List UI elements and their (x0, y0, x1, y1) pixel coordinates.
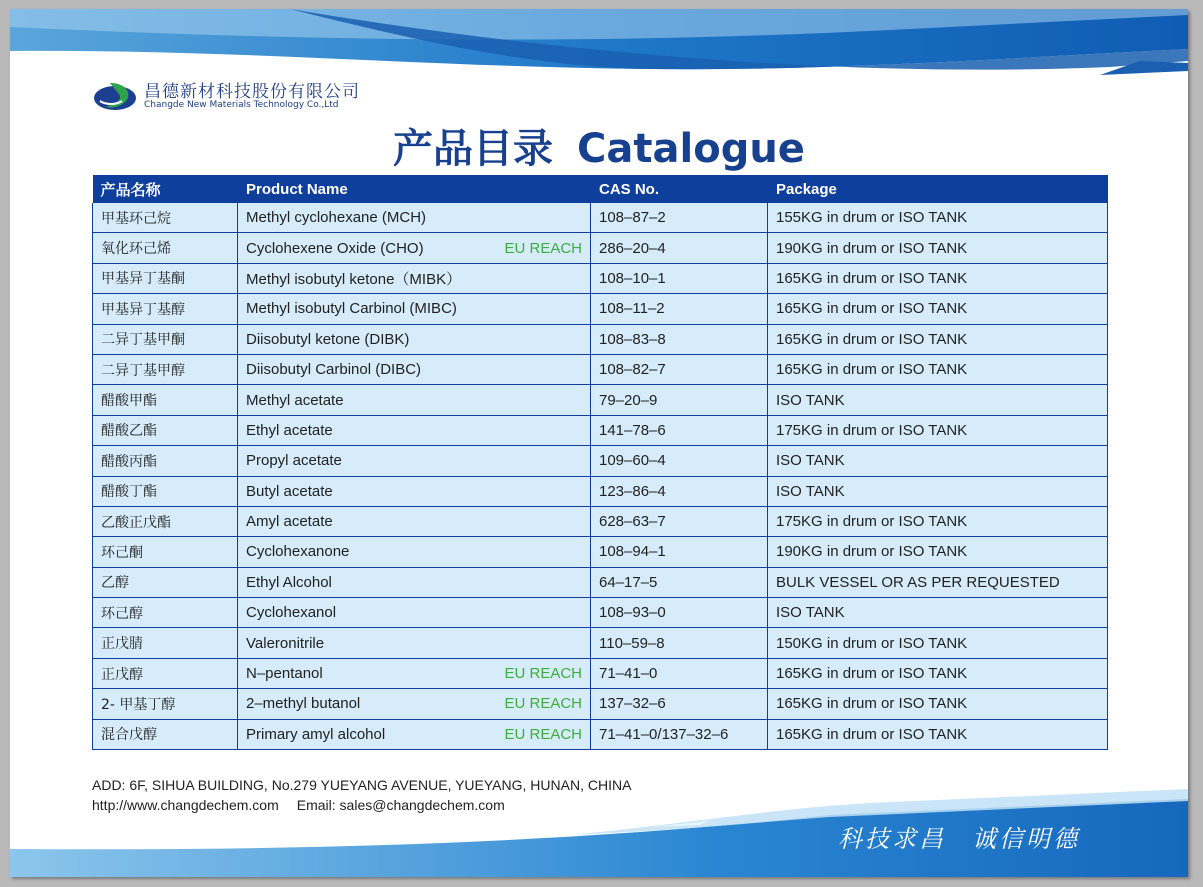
table-row (93, 628, 1108, 658)
page-title (10, 117, 1188, 174)
title-en: Catalogue (577, 126, 805, 172)
product-name: N–pentanol (246, 665, 323, 683)
product-name-cell (238, 446, 591, 476)
table-row (93, 415, 1108, 445)
product-name: Methyl cyclohexane (MCH) (246, 209, 427, 227)
slogan (838, 819, 1080, 854)
cas-number: 71–41–0 (591, 658, 768, 688)
cas-number: 64–17–5 (591, 567, 768, 597)
product-name-cn: 混合戊醇 (93, 719, 238, 749)
package: 165KG in drum or ISO TANK (768, 294, 1108, 324)
table-row (93, 567, 1108, 597)
package: 150KG in drum or ISO TANK (768, 628, 1108, 658)
product-name: Propyl acetate (246, 452, 342, 470)
slogan-part-1: 科技求昌 (838, 825, 946, 853)
package: 155KG in drum or ISO TANK (768, 203, 1108, 233)
table-row (93, 506, 1108, 536)
cas-number: 71–41–0/137–32–6 (591, 719, 768, 749)
product-name-cell (238, 628, 591, 658)
package: 190KG in drum or ISO TANK (768, 233, 1108, 263)
eu-reach-badge: EU REACH (504, 725, 582, 743)
table-row (93, 263, 1108, 293)
package: 175KG in drum or ISO TANK (768, 506, 1108, 536)
cas-number: 108–10–1 (591, 263, 768, 293)
product-name-cn: 2- 甲基丁醇 (93, 689, 238, 719)
product-name-cn: 环己醇 (93, 598, 238, 628)
table-header-row (93, 175, 1108, 203)
product-name: 2–methyl butanol (246, 695, 361, 713)
product-name: Cyclohexanone (246, 543, 350, 561)
cas-number: 110–59–8 (591, 628, 768, 658)
header-package: Package (768, 175, 1108, 203)
product-name-cell (238, 294, 591, 324)
header-product-name: Product Name (238, 175, 591, 203)
product-name: Ethyl acetate (246, 421, 333, 439)
cas-number: 108–94–1 (591, 537, 768, 567)
product-name-cell (238, 233, 591, 263)
company-name-cn: 昌德新材科技股份有限公司 (144, 82, 360, 102)
product-name-cn: 二异丁基甲酮 (93, 324, 238, 354)
package: 175KG in drum or ISO TANK (768, 415, 1108, 445)
product-name-cell (238, 354, 591, 384)
cas-number: 286–20–4 (591, 233, 768, 263)
table-row (93, 294, 1108, 324)
package: ISO TANK (768, 476, 1108, 506)
product-name-cn: 醋酸乙酯 (93, 415, 238, 445)
product-name-cn: 甲基环己烷 (93, 203, 238, 233)
table-row (93, 719, 1108, 749)
package: BULK VESSEL OR AS PER REQUESTED (768, 567, 1108, 597)
website-link[interactable]: http://www.changdechem.com (92, 797, 279, 813)
product-name-cell (238, 537, 591, 567)
header-cas-no: CAS No. (591, 175, 768, 203)
package: 165KG in drum or ISO TANK (768, 263, 1108, 293)
product-name-cell (238, 689, 591, 719)
product-name: Diisobutyl ketone (DIBK) (246, 330, 410, 348)
table-row (93, 476, 1108, 506)
package: 165KG in drum or ISO TANK (768, 689, 1108, 719)
package: 165KG in drum or ISO TANK (768, 354, 1108, 384)
cas-number: 123–86–4 (591, 476, 768, 506)
cas-number: 108–82–7 (591, 354, 768, 384)
eu-reach-badge: EU REACH (504, 665, 582, 683)
product-name-cell (238, 203, 591, 233)
product-name-cn: 正戊醇 (93, 658, 238, 688)
product-name: Cyclohexene Oxide (CHO) (246, 239, 424, 257)
cas-number: 108–93–0 (591, 598, 768, 628)
package: 165KG in drum or ISO TANK (768, 658, 1108, 688)
product-name-cell (238, 719, 591, 749)
product-name-cn: 二异丁基甲醇 (93, 354, 238, 384)
cas-number: 109–60–4 (591, 446, 768, 476)
cas-number: 137–32–6 (591, 689, 768, 719)
table-row (93, 446, 1108, 476)
product-name-cn: 乙酸正戊酯 (93, 506, 238, 536)
table-row (93, 689, 1108, 719)
cas-number: 108–87–2 (591, 203, 768, 233)
catalogue-page (10, 9, 1188, 877)
product-name-cell (238, 567, 591, 597)
product-name: Methyl isobutyl Carbinol (MIBC) (246, 300, 457, 318)
product-name: Ethyl Alcohol (246, 573, 332, 591)
slogan-part-2: 诚信明德 (972, 825, 1080, 853)
header-product-name-cn: 产品名称 (93, 175, 238, 203)
product-name-cn: 醋酸丙酯 (93, 446, 238, 476)
cas-number: 108–11–2 (591, 294, 768, 324)
table-row (93, 537, 1108, 567)
product-name: Methyl isobutyl ketone（MIBK） (246, 270, 462, 288)
eu-reach-badge: EU REACH (504, 695, 582, 713)
table-row (93, 354, 1108, 384)
product-name-cell (238, 415, 591, 445)
table-row (93, 233, 1108, 263)
product-name-cn: 氧化环己烯 (93, 233, 238, 263)
product-name-cn: 醋酸丁酯 (93, 476, 238, 506)
package: 190KG in drum or ISO TANK (768, 537, 1108, 567)
product-name: Butyl acetate (246, 482, 333, 500)
table-row (93, 658, 1108, 688)
product-name: Methyl acetate (246, 391, 344, 409)
product-name-cell (238, 385, 591, 415)
product-name-cn: 环己酮 (93, 537, 238, 567)
product-name-cn: 醋酸甲酯 (93, 385, 238, 415)
company-logo (92, 79, 138, 115)
table-row (93, 598, 1108, 628)
cas-number: 141–78–6 (591, 415, 768, 445)
package: ISO TANK (768, 385, 1108, 415)
table-row (93, 324, 1108, 354)
cas-number: 628–63–7 (591, 506, 768, 536)
product-name-cn: 甲基异丁基醇 (93, 294, 238, 324)
title-cn: 产品目录 (393, 126, 554, 172)
product-name-cn: 甲基异丁基酮 (93, 263, 238, 293)
product-name-cell (238, 263, 591, 293)
contact-info (92, 775, 631, 815)
product-name: Valeronitrile (246, 634, 325, 652)
product-name: Cyclohexanol (246, 604, 337, 622)
product-name-cell (238, 476, 591, 506)
eu-reach-badge: EU REACH (504, 239, 582, 257)
package: ISO TANK (768, 446, 1108, 476)
catalogue-table (92, 175, 1108, 750)
product-name-cell (238, 598, 591, 628)
product-name: Diisobutyl Carbinol (DIBC) (246, 361, 422, 379)
product-name-cell (238, 324, 591, 354)
cas-number: 79–20–9 (591, 385, 768, 415)
product-name-cn: 乙醇 (93, 567, 238, 597)
table-row (93, 385, 1108, 415)
cas-number: 108–83–8 (591, 324, 768, 354)
product-name-cell (238, 506, 591, 536)
package: 165KG in drum or ISO TANK (768, 324, 1108, 354)
table-row (93, 203, 1108, 233)
product-name: Primary amyl alcohol (246, 725, 386, 743)
email-link[interactable]: Email: sales@changdechem.com (296, 797, 505, 813)
product-name-cell (238, 658, 591, 688)
company-name-en: Changde New Materials Technology Co.,Ltd (144, 100, 339, 110)
address: ADD: 6F, SIHUA BUILDING, No.279 YUEYANG AVENUE, YUEYANG, HUNAN, CHINA (92, 777, 632, 793)
package: 165KG in drum or ISO TANK (768, 719, 1108, 749)
package: ISO TANK (768, 598, 1108, 628)
product-name-cn: 正戊腈 (93, 628, 238, 658)
product-name: Amyl acetate (246, 513, 333, 531)
